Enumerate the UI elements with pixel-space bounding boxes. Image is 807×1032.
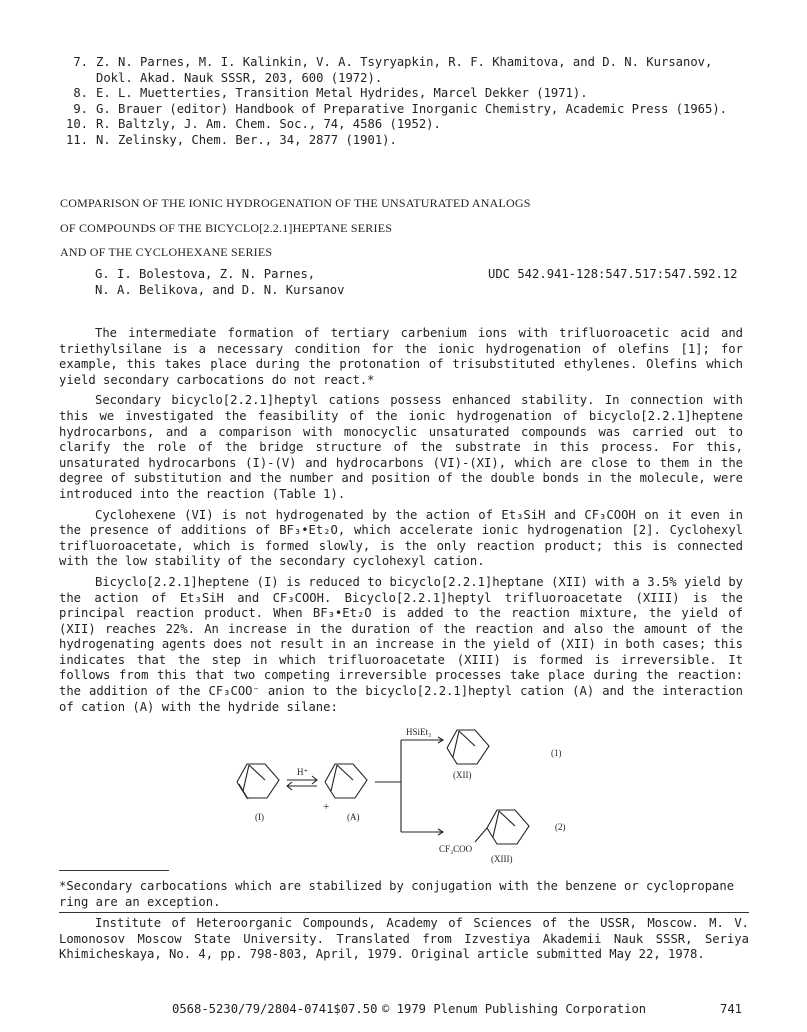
path-label-1: (1)	[551, 748, 562, 758]
reference-number: 9.	[73, 101, 88, 116]
reagent-silane: HSiEt₃	[406, 727, 432, 737]
branch-arrows	[375, 737, 443, 835]
norbornane-structure	[447, 730, 489, 764]
footnote: *Secondary carbocations which are stabilized by conjugation with the benzene or cyclopropane ring are an exception.	[59, 879, 735, 909]
reference-item	[58, 102, 758, 118]
reference-text-continued: Dokl. Akad. Nauk SSSR, 203, 600 (1972).	[96, 70, 383, 85]
equilibrium-arrow	[287, 776, 317, 790]
affiliation-divider	[59, 912, 749, 913]
page-number: 741	[720, 1002, 743, 1016]
body-paragraph: Cyclohexene (VI) is not hydrogenated by the action of Et₃SiH and CF₃COOH on it even in the presence of additions of BF₃•Et₂O, which accelerate ionic hydrogenation [2]. Cyclohexyl trifluoroacetate, which is formed slowly, is the only reaction product; this is connected with the low stability of the secondary cyclohexyl cation.	[59, 507, 743, 569]
reference-text: N. Zelinsky, Chem. Ber., 34, 2877 (1901).	[96, 132, 397, 147]
affiliation-text: Institute of Heteroorganic Compounds, Academy of Sciences of the USSR, Moscow. M. V. Lomonosov Moscow State University. Translated from Izvestiya Akademii Nauk SSSR, Seriya Khimicheskaya, No. 4, pp. 798-803, April, 1979. Original article submitted May 22, 1978.	[59, 916, 749, 962]
cation-a-structure	[325, 764, 367, 798]
label-compound-xiii: (XIII)	[491, 854, 513, 864]
article-title	[60, 191, 740, 265]
affiliation	[59, 916, 749, 963]
reference-text: Z. N. Parnes, M. I. Kalinkin, V. A. Tsyryapkin, R. F. Khamitova, and D. N. Kursanov,	[96, 55, 713, 69]
title-line: OF COMPOUNDS OF THE BICYCLO[2.2.1]HEPTANE SERIES	[60, 220, 393, 235]
reagent-proton: H⁺	[297, 767, 309, 777]
article-body	[59, 326, 743, 720]
udc-code: UDC 542.941-128:547.517:547.592.12	[488, 267, 738, 281]
trifluoroacetate-structure	[475, 810, 529, 844]
label-cation-a: (A)	[347, 812, 360, 822]
reference-item	[58, 86, 758, 102]
footnote-divider	[59, 870, 169, 871]
author-line: G. I. Bolestova, Z. N. Parnes,	[95, 267, 316, 281]
reference-text: G. Brauer (editor) Handbook of Preparative Inorganic Chemistry, Academic Press (1965).	[96, 101, 728, 116]
reference-list	[58, 55, 758, 149]
author-line: N. A. Belikova, and D. N. Kursanov	[95, 282, 345, 297]
reference-item	[58, 55, 758, 86]
path-label-2: (2)	[555, 822, 566, 832]
reference-item	[58, 133, 758, 149]
reference-text: E. L. Muetterties, Transition Metal Hydrides, Marcel Dekker (1971).	[96, 86, 588, 101]
reference-number: 8.	[73, 86, 88, 101]
reference-number: 10.	[65, 117, 88, 132]
cf3coo-group: CF₃COO	[439, 844, 473, 854]
reference-number: 11.	[65, 132, 88, 147]
body-paragraph: The intermediate formation of tertiary carbenium ions with trifluoroacetic acid and triethylsilane is a necessary condition for the ionic hydrogenation of olefins [1]; for example, this takes place during the protonation of trisubstituted ethylenes. Olefins which yield secondary carbocations do not react.*	[59, 326, 743, 387]
article-code: 0568-5230/79/2804-0741$07.50	[172, 1002, 378, 1016]
copyright-notice: © 1979 Plenum Publishing Corporation	[382, 1002, 647, 1016]
norbornene-structure	[237, 764, 279, 799]
plus-sign: +	[323, 801, 330, 813]
title-line: AND OF THE CYCLOHEXANE SERIES	[60, 245, 273, 259]
title-line: COMPARISON OF THE IONIC HYDROGENATION OF THE UNSATURATED ANALOGS	[60, 196, 531, 210]
body-paragraph: Bicyclo[2.2.1]heptene (I) is reduced to bicyclo[2.2.1]heptane (XII) with a 3.5% yield by the action of Et₃SiH and CF₃COOH. Bicyclo[2.2.1]heptyl trifluoroacetate (XIII) is the principal reaction product. When BF₃•Et₂O is added to the reaction mixture, the yield of (XII) reaches 22%. An increase in the duration of the reaction and also the amount of the hydrogenating agents does not result in an increase in the yield of (XII) in both cases; this indicates that the step in which trifluoroacetate (XIII) is formed is irreversible. It follows from this that two competing irreversible processes take place during the reaction: the addition of the CF₃COO⁻ anion to the bicyclo[2.2.1]heptyl cation (A) and the interaction of cation (A) with the hydride silane:	[59, 574, 743, 714]
author-list	[95, 267, 344, 298]
reference-item	[58, 117, 758, 133]
reaction-scheme	[225, 720, 625, 890]
reference-text: R. Baltzly, J. Am. Chem. Soc., 74, 4586 (1952).	[96, 117, 441, 132]
label-compound-i: (I)	[255, 812, 264, 822]
reference-number: 7.	[73, 55, 88, 69]
label-compound-xii: (XII)	[453, 770, 472, 780]
body-paragraph: Secondary bicyclo[2.2.1]heptyl cations possess enhanced stability. In connection with this we investigated the feasibility of the ionic hydrogenation of bicyclo[2.2.1]heptene hydrocarbons, and a comparison with monocyclic unsaturated compounds was carried out to clarify the role of the bridge structure of the substrate in this process. For this, unsaturated hydrocarbons (I)-(V) and hydrocarbons (VI)-(XI), which are close to them in the degree of substitution and the number and position of the double bonds in the molecule, were introduced into the reaction (Table 1).	[59, 393, 743, 501]
